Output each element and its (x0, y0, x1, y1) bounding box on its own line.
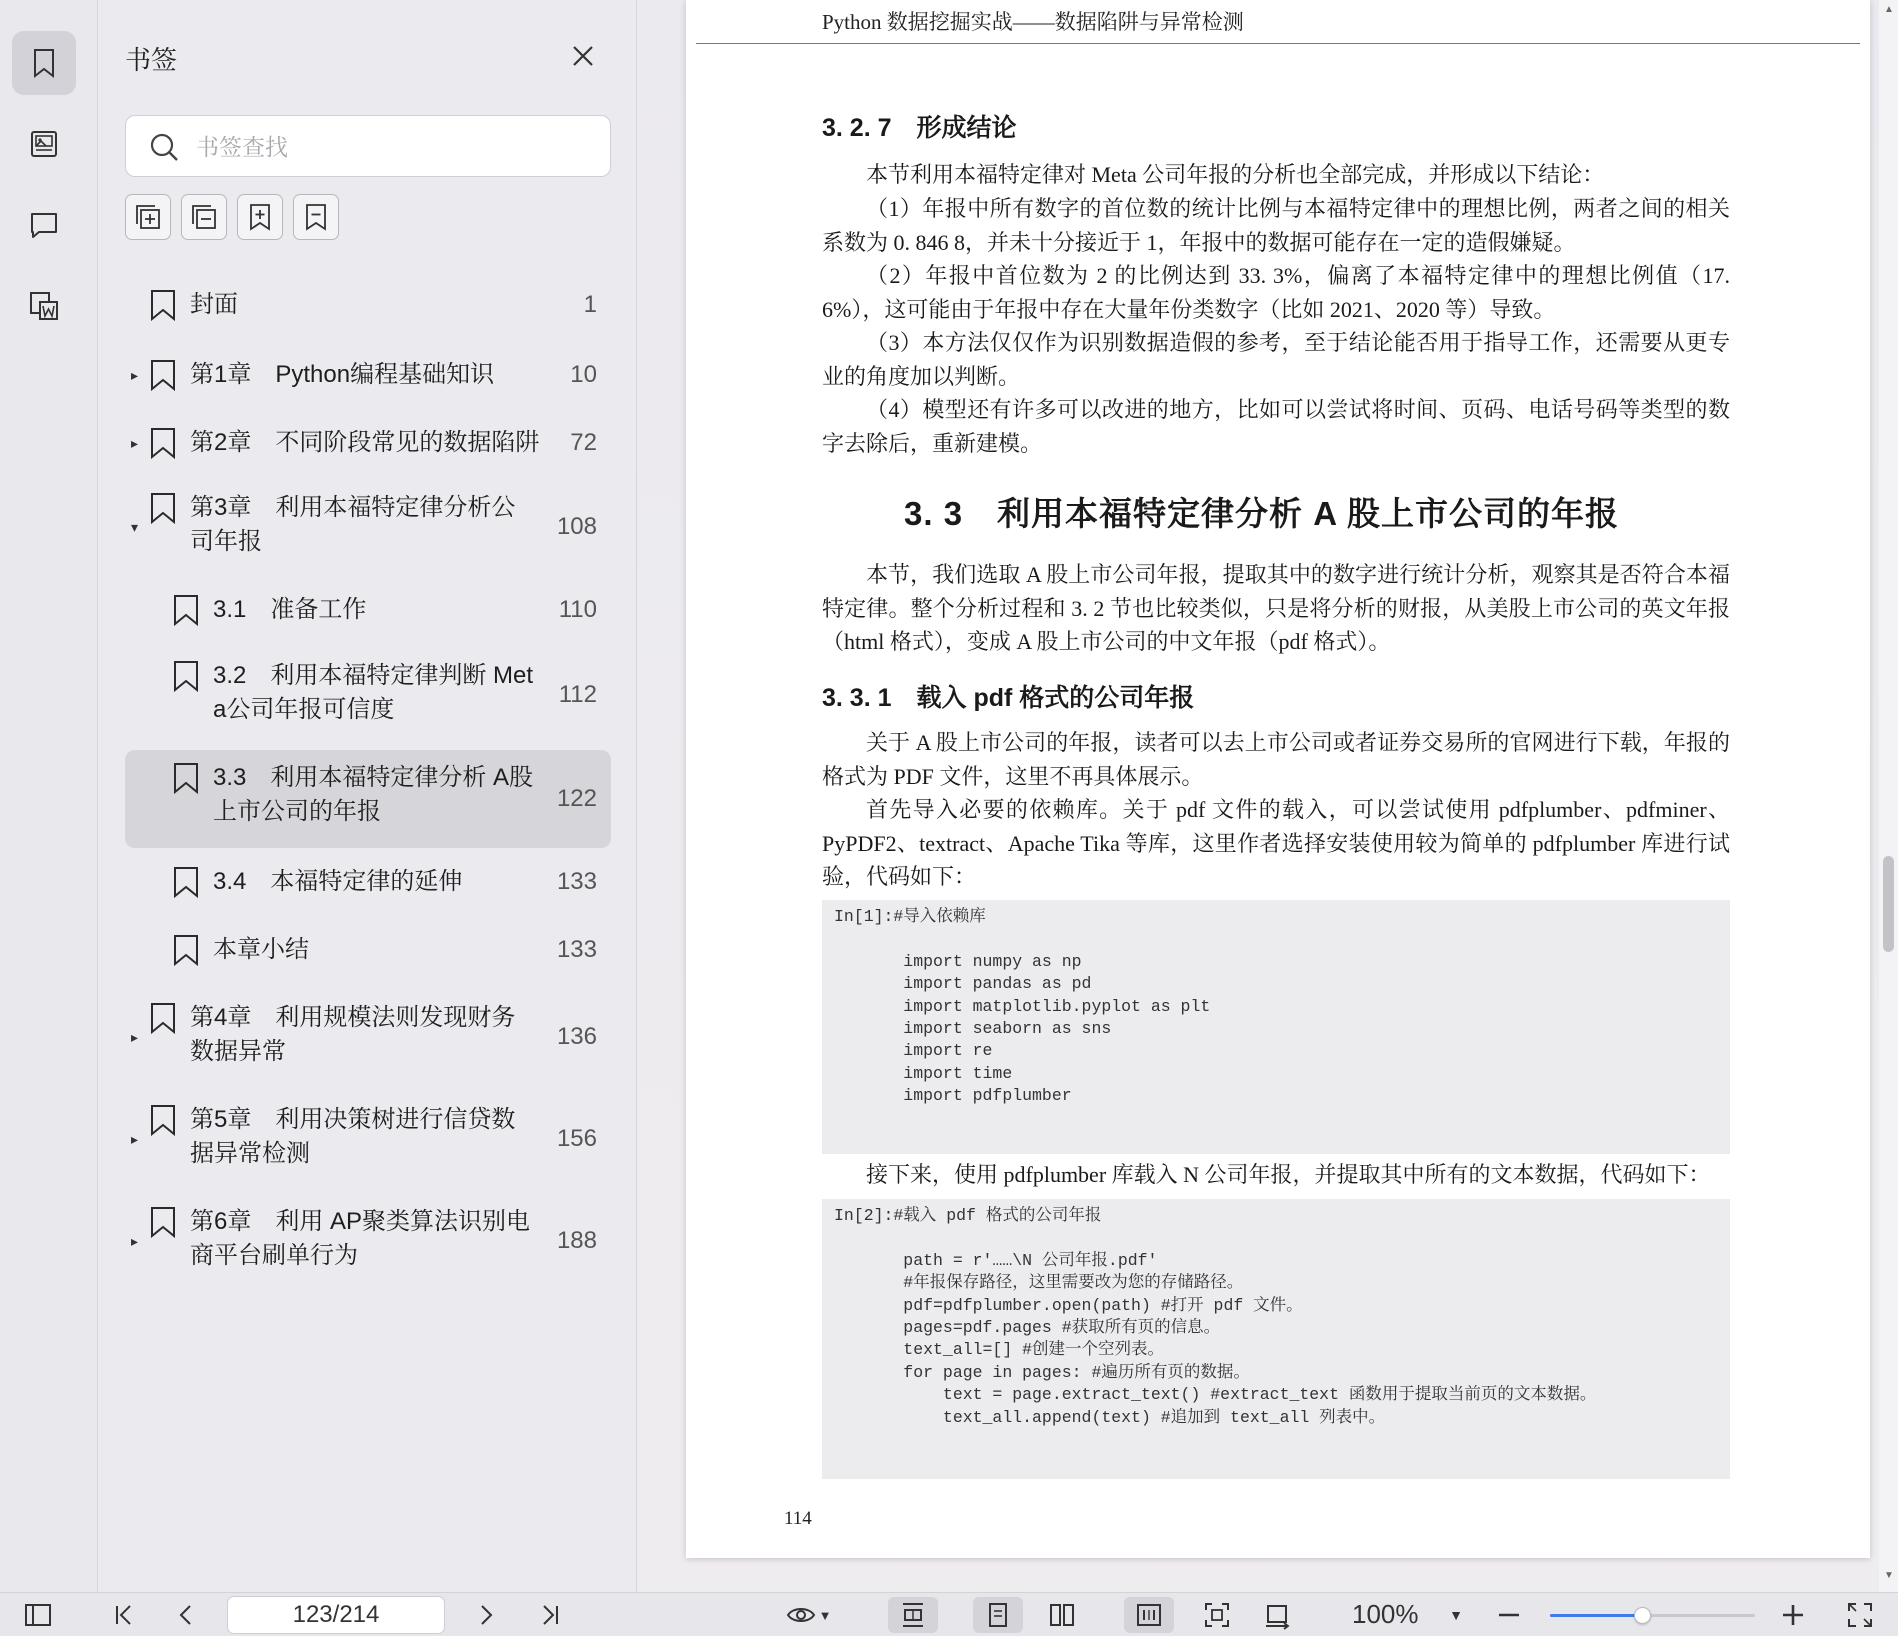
code-line: pdf=pdfplumber.open(path) #打开 pdf 文件。 (834, 1295, 1303, 1315)
scroll-up-icon[interactable]: ▲ (1884, 4, 1894, 15)
bookmark-item[interactable] (125, 990, 611, 1084)
bookmark-label: 第1章 Python编程基础知识 (190, 361, 495, 388)
paragraph: （3）本方法仅仅作为识别数据造假的参考，至于结论能否用于指导工作，还需要从更专业的角度加以判断。 (822, 330, 1730, 389)
bookmark-page-number: 136 (556, 1023, 597, 1050)
vertical-scrollbar[interactable] (1879, 0, 1898, 1592)
bookmark-label: 3.3 利用本福特定律分析 A股 (213, 764, 534, 791)
bookmark-page-number: 156 (556, 1125, 597, 1152)
expand-arrow-right-icon[interactable]: ▸ (131, 1029, 139, 1045)
bookmark-label: 3.1 准备工作 (213, 596, 367, 623)
bookmark-icon (150, 427, 176, 459)
bookmark-label-continued: 司年报 (190, 528, 262, 555)
single-page-icon[interactable] (973, 1597, 1023, 1633)
zoom-slider-handle[interactable] (1634, 1607, 1651, 1624)
zoom-slider-fill (1550, 1614, 1642, 1617)
bookmark-label: 第3章 利用本福特定律分析公 (190, 494, 516, 521)
code-line: In[2]:#载入 pdf 格式的公司年报 (834, 1206, 1102, 1225)
paragraph: 本节利用本福特定律对 Meta 公司年报的分析也全部完成，并形成以下结论： (866, 162, 1605, 187)
bookmark-item[interactable] (125, 1092, 611, 1186)
bookmark-page-number: 1 (583, 291, 597, 318)
running-head: Python 数据挖掘实战——数据陷阱与异常检测 (822, 10, 1244, 34)
code-line: #年报保存路径，这里需要改为您的存储路径。 (834, 1273, 1244, 1293)
fit-page-icon[interactable] (1192, 1597, 1242, 1633)
paragraph: 接下来，使用 pdfplumber 库载入 N 公司年报，并提取其中所有的文本数据，代码如下： (866, 1162, 1711, 1187)
code-line: import re (834, 1041, 993, 1061)
zoom-dropdown-icon[interactable]: ▼ (1449, 1607, 1463, 1623)
bookmark-panel (99, 0, 637, 1592)
bookmark-label: 第6章 利用 AP聚类算法识别电 (190, 1208, 531, 1235)
search-icon (148, 131, 180, 163)
section-heading-3-3-1: 3. 3. 1 载入 pdf 格式的公司年报 (822, 684, 1195, 712)
header-divider (696, 43, 1860, 44)
bookmark-page-number: 110 (558, 596, 597, 623)
bookmark-icon (173, 762, 199, 794)
section-heading-3-2-7: 3. 2. 7 形成结论 (822, 114, 1017, 142)
bottom-toolbar (0, 1592, 1898, 1636)
bookmark-icon (150, 1002, 176, 1034)
bookmark-page-number: 108 (556, 513, 597, 540)
thumbnail-icon[interactable] (12, 112, 76, 176)
bookmark-label: 3.2 利用本福特定律判断 Met (213, 662, 534, 689)
code-line: path = r'……\N 公司年报.pdf' (834, 1250, 1158, 1270)
bookmark-toggle-icon[interactable] (293, 194, 339, 240)
fullscreen-icon[interactable] (1842, 1597, 1878, 1633)
code-line: import numpy as np (834, 951, 1082, 971)
bookmark-label-continued: 上市公司的年报 (213, 798, 381, 825)
rotate-icon[interactable] (1252, 1597, 1302, 1633)
expand-arrow-down-icon[interactable]: ▾ (131, 519, 139, 535)
close-icon[interactable] (569, 42, 597, 70)
code-line: import time (834, 1063, 1013, 1083)
scroll-down-icon[interactable]: ▼ (1884, 1570, 1894, 1581)
comment-icon[interactable] (12, 193, 76, 257)
expand-arrow-right-icon[interactable]: ▸ (131, 435, 139, 451)
bookmark-item[interactable] (125, 1194, 611, 1288)
bookmark-label-continued: 据异常检测 (190, 1140, 310, 1167)
bookmark-item[interactable] (125, 580, 611, 640)
bookmark-item[interactable] (125, 750, 611, 848)
paragraph: 关于 A 股上市公司的年报，读者可以去上市公司或者证券交易所的官网进行下载，年报的格式为 PDF 文件，这里不再具体展示。 (822, 730, 1730, 789)
section-heading-3-3: 3. 3 利用本福特定律分析 A 股上市公司的年报 (904, 495, 1619, 532)
continuous-scroll-icon[interactable] (1124, 1597, 1174, 1633)
bookmark-icon (150, 1206, 176, 1238)
bookmark-label: 封面 (190, 291, 238, 318)
bookmark-label: 第4章 利用规模法则发现财务 (190, 1004, 516, 1031)
bookmark-page-number: 188 (556, 1227, 597, 1254)
bookmark-item[interactable] (125, 920, 611, 980)
bookmark-icon (173, 866, 199, 898)
bookmark-icon (173, 594, 199, 626)
paragraph: （4）模型还有许多可以改进的地方，比如可以尝试将时间、页码、电话号码等类型的数字去除后，重新建模。 (822, 397, 1730, 456)
code-line: import seaborn as sns (834, 1019, 1112, 1038)
bookmark-page-number: 112 (558, 681, 597, 708)
bookmark-icon (173, 934, 199, 966)
chevron-down-icon: ▼ (818, 1607, 832, 1623)
code-line: pages=pdf.pages #获取所有页的信息。 (834, 1318, 1221, 1337)
code-line: text_all=[] #创建一个空列表。 (834, 1340, 1165, 1360)
expand-all-icon[interactable] (125, 194, 171, 240)
bookmark-icon (150, 289, 176, 321)
bookmark-page-number: 133 (556, 936, 597, 963)
bookmark-page-number: 10 (570, 361, 597, 388)
bookmark-icon (173, 660, 199, 692)
code-block (822, 1199, 1730, 1479)
code-line: text_all.append(text) #追加到 text_all 列表中。 (834, 1407, 1386, 1427)
fit-width-icon[interactable] (888, 1597, 938, 1633)
bookmark-label: 本章小结 (213, 936, 309, 963)
bookmark-page-number: 72 (570, 429, 597, 456)
bookmark-search (125, 115, 611, 177)
document-viewport[interactable] (638, 0, 1879, 1592)
collapse-all-icon[interactable] (181, 194, 227, 240)
expand-arrow-right-icon[interactable]: ▸ (131, 1233, 139, 1249)
page-number: 114 (784, 1508, 812, 1529)
first-page-icon[interactable] (106, 1597, 142, 1633)
bookmark-item[interactable] (125, 648, 611, 742)
previous-page-icon[interactable] (168, 1597, 204, 1633)
bookmark-icon (150, 359, 176, 391)
page-number-input[interactable] (227, 1596, 445, 1634)
word-icon[interactable] (12, 274, 76, 338)
paragraph: 首先导入必要的依赖库。关于 pdf 文件的载入，可以尝试使用 pdfplumber、pdfminer、PyPDF2、textract、Apache Tika 等库，这里作者选择安装使用较为简单的 pdfplumber 库进行试验，代码如下： (822, 797, 1730, 890)
last-page-icon[interactable] (532, 1597, 568, 1633)
code-line: import pdfplumber (834, 1086, 1072, 1106)
bookmark-icon[interactable] (12, 31, 76, 95)
add-bookmark-icon[interactable] (237, 194, 283, 240)
sidebar-rail (0, 0, 98, 1592)
bookmark-label: 3.4 本福特定律的延伸 (213, 868, 463, 895)
code-line: text = page.extract_text() #extract_text 函数用于提取当前页的文本数据。 (834, 1385, 1597, 1405)
bookmark-label-continued: 商平台刷单行为 (190, 1242, 358, 1269)
bookmark-page-number: 122 (556, 785, 597, 812)
bookmark-item[interactable] (125, 275, 611, 335)
code-line: import matplotlib.pyplot as plt (834, 996, 1211, 1016)
two-page-icon[interactable] (1037, 1597, 1087, 1633)
code-line: for page in pages: #遍历所有页的数据。 (834, 1362, 1250, 1382)
search-input[interactable] (196, 128, 596, 166)
bookmark-label: 第5章 利用决策树进行信贷数 (190, 1106, 516, 1133)
bookmark-item[interactable] (125, 413, 611, 473)
sidebar-toggle-icon[interactable] (20, 1597, 56, 1633)
code-line: In[1]:#导入依赖库 (834, 907, 986, 926)
bookmark-page-number: 133 (556, 868, 597, 895)
bookmark-item[interactable] (125, 345, 611, 405)
zoom-level[interactable]: 100% (1352, 1599, 1419, 1629)
view-mode-eye-icon[interactable] (778, 1597, 838, 1633)
bookmark-icon (150, 1104, 176, 1136)
expand-arrow-right-icon[interactable]: ▸ (131, 1131, 139, 1147)
next-page-icon[interactable] (468, 1597, 504, 1633)
bookmark-label-continued: 数据异常 (190, 1038, 286, 1065)
bookmark-item[interactable] (125, 480, 611, 574)
zoom-in-icon[interactable] (1778, 1597, 1808, 1633)
zoom-out-icon[interactable] (1494, 1597, 1524, 1633)
scrollbar-thumb[interactable] (1883, 856, 1894, 952)
bookmark-icon (150, 492, 176, 524)
bookmark-label: 第2章 不同阶段常见的数据陷阱 (190, 429, 540, 456)
code-block (822, 900, 1730, 1154)
paragraph: 本节，我们选取 A 股上市公司年报，提取其中的数字进行统计分析，观察其是否符合本福特定律。整个分析过程和 3. 2 节也比较类似，只是将分析的财报，从美股上市公司的英文年报（html 格式），变成 A 股上市公司的中文年报（pdf 格式）。 (822, 562, 1730, 655)
pdf-page (686, 0, 1870, 1558)
paragraph: （2）年报中首位数为 2 的比例达到 33. 3%，偏离了本福特定律中的理想比例值（17. 6%），这可能由于年报中存在大量年份类数字（比如 2021、2020 等）导致。 (822, 263, 1730, 322)
paragraph: （1）年报中所有数字的首位数的统计比例与本福特定律中的理想比例，两者之间的相关系数为 0. 846 8，并未十分接近于 1，年报中的数据可能存在一定的造假嫌疑。 (822, 196, 1730, 255)
code-line: import pandas as pd (834, 974, 1092, 994)
panel-title: 书签 (125, 45, 178, 75)
expand-arrow-right-icon[interactable]: ▸ (131, 367, 139, 383)
bookmark-item[interactable] (125, 852, 611, 912)
bookmark-label-continued: a公司年报可信度 (213, 696, 395, 723)
